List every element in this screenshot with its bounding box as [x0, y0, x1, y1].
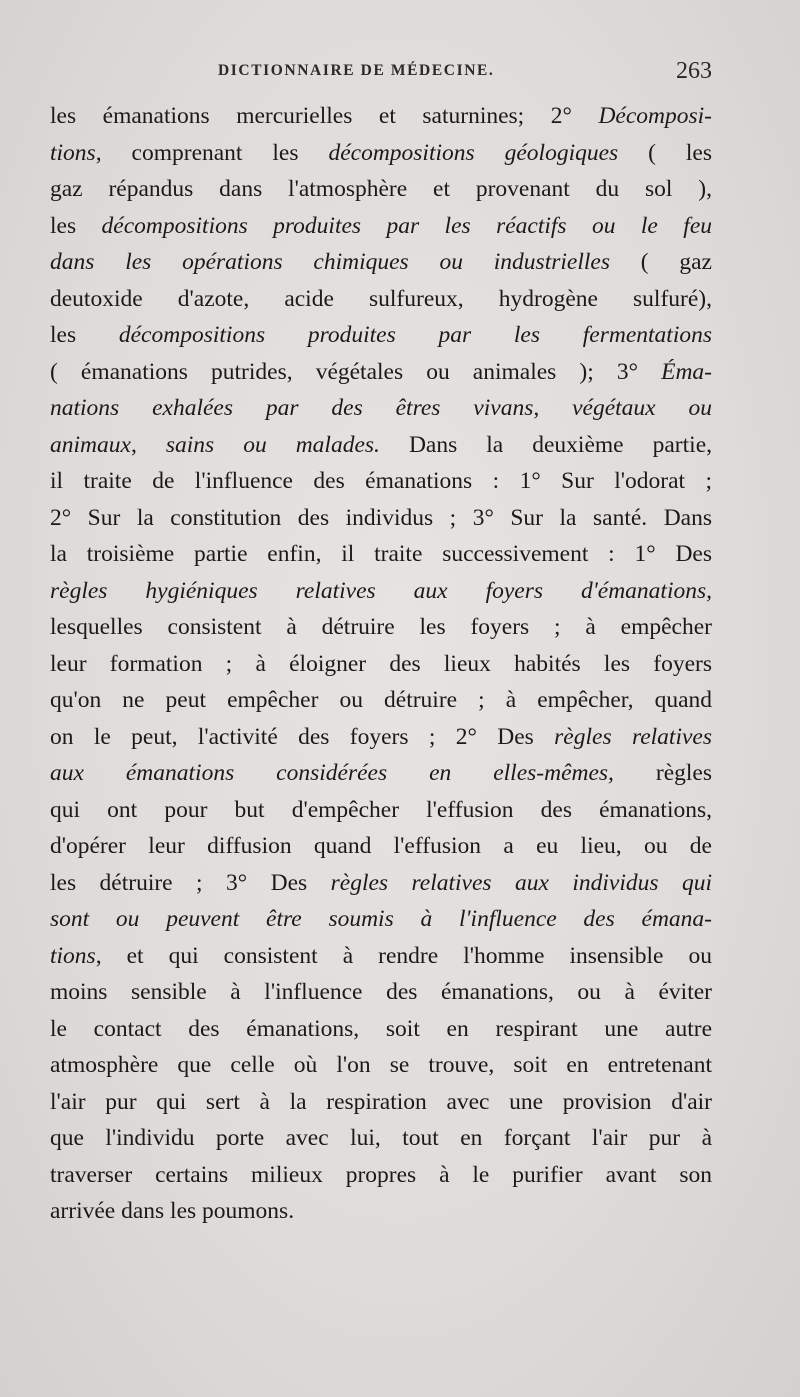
italic-text: animaux [50, 431, 131, 458]
roman-text: , et qui consistent à rendre l'homme insensible ou [95, 942, 712, 969]
roman-text: d'opérer leur diffusion quand l'effusion a eu lieu, ou de [50, 833, 712, 859]
text-line [50, 719, 712, 756]
italic-text: tions [50, 139, 96, 166]
text-line [50, 171, 712, 208]
text-line [50, 463, 712, 500]
text-line [50, 244, 712, 281]
roman-text: gaz répandus dans l'atmosphère et provenant du sol ), [50, 176, 712, 202]
text-line [50, 1011, 712, 1048]
italic-text: dans les opérations chimiques ou industrielles [50, 249, 610, 275]
roman-text: l'air pur qui sert à la respiration avec une provision d'air [50, 1088, 712, 1115]
text-line [50, 609, 712, 646]
text-line [50, 1120, 712, 1157]
italic-text: Éma- [661, 358, 712, 385]
text-line [50, 427, 712, 464]
roman-text: que l'individu porte avec lui, tout en forçant l'air pur à [50, 1125, 712, 1151]
roman-text: les émanations mercurielles et saturnines; 2° [50, 103, 599, 129]
text-line [50, 281, 712, 318]
roman-text: qui ont pour but d'empêcher l'effusion des émanations, [50, 796, 712, 823]
running-title: DICTIONNAIRE DE MÉDECINE. [218, 62, 495, 79]
italic-text: décompositions produites par les réactifs ou le feu [101, 212, 712, 239]
roman-text: ( les [618, 139, 712, 166]
text-line [50, 536, 712, 573]
text-line [50, 1084, 712, 1121]
roman-text: le contact des émanations, soit en respirant une autre [50, 1015, 712, 1042]
text-line [50, 682, 712, 719]
text-line [50, 755, 712, 792]
roman-text: Dans la deuxième partie, [379, 431, 712, 458]
italic-text: décompositions produites par les fermentations [118, 322, 713, 348]
roman-text: traverser certains milieux propres à le purifier avant son [50, 1161, 712, 1188]
text-line [50, 1047, 712, 1084]
italic-text: tions [50, 942, 96, 969]
roman-text: atmosphère que celle où l'on se trouve, soit en entretenant [50, 1052, 712, 1078]
roman-text: 2° Sur la constitution des individus ; 3° Sur la santé. Dans [50, 504, 712, 531]
text-line [50, 208, 712, 245]
italic-text: règles relatives [554, 723, 712, 750]
roman-text: moins sensible à l'influence des émanations, ou à éviter [50, 979, 712, 1005]
roman-text: deutoxide d'azote, acide sulfureux, hydrogène sulfuré), [50, 285, 712, 312]
italic-text: sont ou peuvent être soumis à l'influence des émana- [50, 906, 712, 932]
italic-text: sains ou malades. [165, 431, 380, 458]
roman-text: on le peut, l'activité des foyers ; 2° Des [50, 723, 555, 750]
italic-text: règles hygiéniques relatives aux foyers d'émanations, [50, 577, 712, 604]
italic-text: nations exhalées par des êtres vivans [50, 395, 534, 421]
roman-text: les [50, 212, 102, 239]
italic-text: végétaux ou [572, 395, 712, 421]
roman-text: , [130, 431, 166, 458]
text-line [50, 317, 712, 354]
roman-text: la troisième partie enfin, il traite successivement : 1° Des [50, 541, 712, 567]
text-line [50, 792, 712, 829]
italic-text: décompositions géologiques [328, 139, 619, 166]
text-line [50, 974, 712, 1011]
italic-text: aux émanations considérées en elles-mêmes, [50, 760, 614, 786]
roman-text: les [50, 322, 119, 348]
roman-text: , comprenant les [95, 139, 329, 166]
body-text [50, 98, 712, 1230]
roman-text: il traite de l'influence des émanations : 1° Sur l'odorat ; [50, 468, 712, 494]
text-line [50, 1157, 712, 1194]
text-line [50, 1193, 712, 1230]
italic-text: Décomposi- [598, 103, 712, 129]
text-line [50, 98, 712, 135]
text-line [50, 390, 712, 427]
roman-text: ( émanations putrides, végétales ou animales ); 3° [50, 358, 662, 385]
text-line [50, 573, 712, 610]
roman-text: arrivée dans les poumons. [50, 1198, 295, 1224]
roman-text: règles [613, 760, 712, 786]
text-line [50, 354, 712, 391]
roman-text: , [533, 395, 573, 421]
text-line [50, 865, 712, 902]
text-line [50, 500, 712, 537]
roman-text: leur formation ; à éloigner des lieux habités les foyers [50, 650, 712, 677]
page-number: 263 [676, 58, 712, 84]
text-line [50, 938, 712, 975]
text-line [50, 646, 712, 683]
roman-text: ( gaz [609, 249, 712, 275]
page-header [50, 60, 712, 90]
roman-text: les détruire ; 3° Des [50, 869, 331, 896]
roman-text: qu'on ne peut empêcher ou détruire ; à empêcher, quand [50, 687, 712, 713]
roman-text: lesquelles consistent à détruire les foyers ; à empêcher [50, 614, 712, 640]
text-line [50, 901, 712, 938]
text-line [50, 828, 712, 865]
text-line [50, 135, 712, 172]
italic-text: règles relatives aux individus qui [330, 869, 712, 896]
